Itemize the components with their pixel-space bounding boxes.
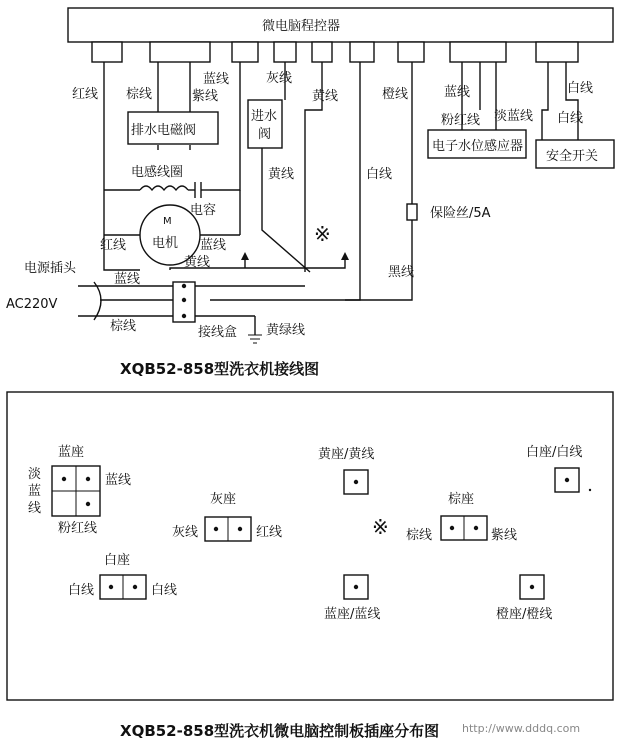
blue-wire-motor-label: 蓝线 bbox=[200, 238, 227, 253]
white-wire-right-label: 白线 bbox=[151, 583, 178, 598]
white-wire-mid-label: 白线 bbox=[366, 167, 393, 182]
gray-socket bbox=[205, 517, 251, 541]
brown-socket bbox=[441, 516, 487, 540]
wiring-diagram-title: XQB52-858型洗衣机接线图 bbox=[120, 360, 320, 378]
white-socket-label: 白座 bbox=[104, 553, 131, 568]
asterisk-mark: ※ bbox=[314, 222, 331, 246]
white-socket-single bbox=[555, 468, 591, 492]
light-blue-label-3: 线 bbox=[28, 501, 42, 516]
drain-valve-label: 排水电磁阀 bbox=[131, 123, 197, 138]
capacitor-icon bbox=[195, 182, 210, 198]
blue-wire-top-label: 蓝线 bbox=[203, 72, 230, 87]
white-socket-single-label: 白座/白线 bbox=[526, 445, 583, 460]
white-socket bbox=[100, 575, 146, 599]
red-wire-motor-label: 红线 bbox=[100, 238, 127, 253]
orange-socket bbox=[520, 575, 544, 599]
black-wire-label: 黑线 bbox=[388, 265, 415, 280]
light-blue-label-1: 淡 bbox=[28, 467, 42, 482]
blue-socket-single bbox=[344, 575, 368, 599]
blue-socket-single-label: 蓝座/蓝线 bbox=[324, 607, 381, 622]
controller-pins bbox=[92, 42, 578, 62]
inlet-valve-label-2: 阀 bbox=[258, 127, 272, 142]
fuse-icon bbox=[407, 204, 417, 220]
motor-m-label: M bbox=[163, 216, 172, 227]
pink-red-wire-label: 粉红线 bbox=[441, 113, 481, 128]
blue-wire-label: 蓝线 bbox=[105, 473, 132, 488]
purple-wire-label: 紫线 bbox=[491, 528, 518, 543]
brown-wire-power-label: 棕线 bbox=[110, 319, 137, 334]
power-plug-label: 电源插头 bbox=[24, 261, 77, 276]
brown-wire-label: 棕线 bbox=[126, 87, 153, 102]
gray-wire-label: 灰线 bbox=[266, 71, 293, 86]
yellow-wire-mid-label: 黄线 bbox=[268, 167, 295, 182]
yellow-socket bbox=[344, 470, 368, 494]
red-wire-label: 红线 bbox=[72, 87, 99, 102]
light-blue-label-2: 蓝 bbox=[28, 484, 42, 499]
capacitor-label: 电容 bbox=[190, 203, 217, 218]
inlet-valve-label-1: 进水 bbox=[251, 109, 278, 124]
inductor-coil-icon bbox=[140, 186, 195, 190]
blue-socket bbox=[52, 466, 100, 516]
yellow-green-wire-label: 黄绿线 bbox=[266, 323, 306, 338]
ac-voltage-label: AC220V bbox=[6, 297, 58, 312]
inductor-coil-label: 电感线圈 bbox=[131, 165, 184, 180]
gray-wire-label: 灰线 bbox=[172, 525, 199, 540]
socket-layout bbox=[7, 392, 613, 740]
orange-socket-label: 橙座/橙线 bbox=[496, 607, 553, 622]
junction-box-icon bbox=[173, 282, 195, 322]
controller-label: 微电脑程控器 bbox=[262, 19, 341, 34]
blue-wire-sensor-label: 蓝线 bbox=[444, 85, 471, 100]
safety-switch-label: 安全开关 bbox=[546, 149, 599, 164]
wiring-diagram bbox=[6, 8, 614, 378]
light-blue-wire-label: 淡蓝线 bbox=[494, 109, 534, 124]
junction-box-label: 接线盒 bbox=[198, 325, 238, 340]
yellow-wire-motor-label: 黄线 bbox=[184, 255, 211, 270]
white-wire-top-label: 白线 bbox=[567, 81, 594, 96]
fuse-label: 保险丝/5A bbox=[430, 206, 491, 221]
white-wire-left-label: 白线 bbox=[68, 583, 95, 598]
brown-wire-label: 棕线 bbox=[406, 528, 433, 543]
board-asterisk-mark: ※ bbox=[372, 515, 389, 539]
blue-wire-power-label: 蓝线 bbox=[114, 272, 141, 287]
controller-box bbox=[68, 8, 613, 42]
pink-red-wire-label: 粉红线 bbox=[58, 521, 98, 536]
yellow-socket-label: 黄座/黄线 bbox=[318, 447, 375, 462]
motor-label: 电机 bbox=[152, 236, 179, 251]
power-plug-icon bbox=[78, 282, 101, 320]
blue-socket-label: 蓝座 bbox=[58, 445, 85, 460]
gray-socket-label: 灰座 bbox=[210, 492, 237, 507]
yellow-wire-top-label: 黄线 bbox=[312, 89, 339, 104]
wires bbox=[100, 62, 578, 343]
water-level-sensor-label: 电子水位感应器 bbox=[432, 139, 524, 154]
board-outline bbox=[7, 392, 613, 700]
watermark: http://www.dddq.com bbox=[462, 722, 581, 735]
brown-socket-label: 棕座 bbox=[448, 492, 475, 507]
white-wire-switch-label: 白线 bbox=[557, 111, 584, 126]
purple-wire-label: 紫线 bbox=[192, 89, 219, 104]
socket-layout-title: XQB52-858型洗衣机微电脑控制板插座分布图 bbox=[120, 722, 440, 740]
red-wire-label: 红线 bbox=[256, 525, 283, 540]
orange-wire-label: 橙线 bbox=[382, 87, 409, 102]
